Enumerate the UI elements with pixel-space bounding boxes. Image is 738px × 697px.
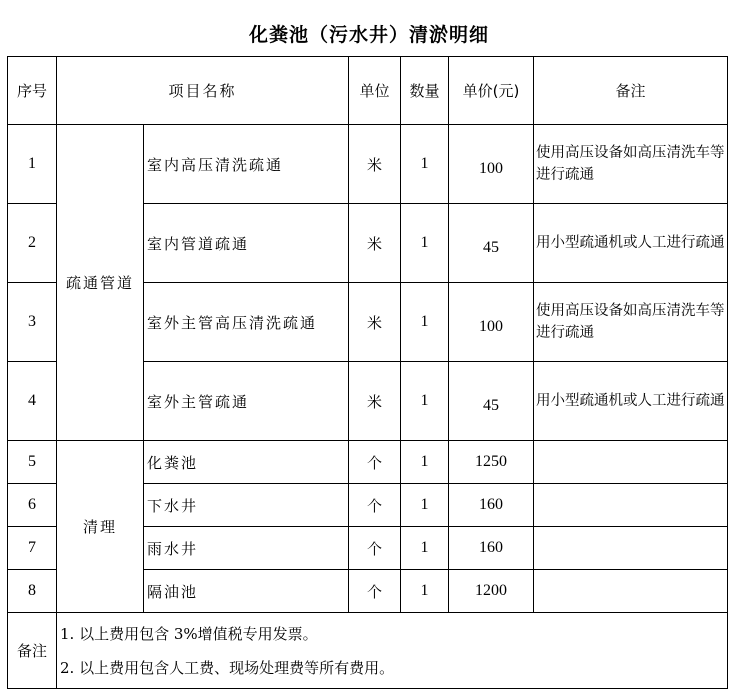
- remark-line-1: 1. 以上费用包含 3%增值税专用发票。: [60, 624, 318, 643]
- row-item-name: 室内高压清洗疏通: [144, 125, 349, 204]
- header-price: 单价(元): [449, 57, 534, 125]
- row-unit: 米: [349, 283, 401, 362]
- row-unit: 米: [349, 362, 401, 441]
- row-unit: 米: [349, 125, 401, 204]
- table-row: [8, 441, 728, 484]
- document-title: 化粪池（污水井）清淤明细: [248, 24, 489, 46]
- header-index: 序号: [8, 57, 57, 125]
- group-label-clean: 清理: [57, 441, 144, 613]
- row-price: 45: [449, 362, 534, 441]
- row-note: [534, 441, 728, 484]
- row-qty: 1: [401, 283, 449, 362]
- row-price: 100: [449, 125, 534, 204]
- row-index: 6: [8, 484, 57, 527]
- row-item-name: 室内管道疏通: [144, 204, 349, 283]
- row-note: 使用高压设备如高压清洗车等进行疏通: [534, 125, 728, 204]
- row-index: 8: [8, 570, 57, 613]
- table-row: [8, 125, 728, 204]
- row-index: 7: [8, 527, 57, 570]
- row-price: 100: [449, 283, 534, 362]
- row-qty: 1: [401, 484, 449, 527]
- row-note: [534, 527, 728, 570]
- row-item-name: 下水井: [144, 484, 349, 527]
- remarks-label: 备注: [8, 613, 57, 689]
- row-unit: 米: [349, 204, 401, 283]
- header-qty: 数量: [401, 57, 449, 125]
- row-note: 使用高压设备如高压清洗车等进行疏通: [534, 283, 728, 362]
- row-price: 160: [449, 527, 534, 570]
- row-note: 用小型疏通机或人工进行疏通: [534, 362, 728, 441]
- row-index: 5: [8, 441, 57, 484]
- row-note: [534, 570, 728, 613]
- pricing-table: [7, 56, 728, 689]
- row-price: 160: [449, 484, 534, 527]
- row-note: 用小型疏通机或人工进行疏通: [534, 204, 728, 283]
- row-price: 45: [449, 204, 534, 283]
- remarks-content: [57, 613, 728, 689]
- remarks-row: [8, 613, 728, 689]
- header-note: 备注: [534, 57, 728, 125]
- row-qty: 1: [401, 441, 449, 484]
- row-price: 1200: [449, 570, 534, 613]
- row-unit: 个: [349, 484, 401, 527]
- row-qty: 1: [401, 362, 449, 441]
- header-item: 项目名称: [57, 57, 349, 125]
- row-index: 4: [8, 362, 57, 441]
- row-index: 2: [8, 204, 57, 283]
- table-header-row: [8, 57, 728, 125]
- remark-line-2: 2. 以上费用包含人工费、现场处理费等所有费用。: [60, 658, 395, 677]
- row-item-name: 雨水井: [144, 527, 349, 570]
- group-label-dredge: 疏通管道: [57, 125, 144, 441]
- row-index: 1: [8, 125, 57, 204]
- row-qty: 1: [401, 527, 449, 570]
- row-item-name: 室外主管高压清洗疏通: [144, 283, 349, 362]
- row-item-name: 化粪池: [144, 441, 349, 484]
- row-index: 3: [8, 283, 57, 362]
- row-qty: 1: [401, 204, 449, 283]
- row-unit: 个: [349, 441, 401, 484]
- row-note: [534, 484, 728, 527]
- header-unit: 单位: [349, 57, 401, 125]
- row-qty: 1: [401, 570, 449, 613]
- row-qty: 1: [401, 125, 449, 204]
- row-item-name: 隔油池: [144, 570, 349, 613]
- row-price: 1250: [449, 441, 534, 484]
- row-unit: 个: [349, 527, 401, 570]
- row-unit: 个: [349, 570, 401, 613]
- row-item-name: 室外主管疏通: [144, 362, 349, 441]
